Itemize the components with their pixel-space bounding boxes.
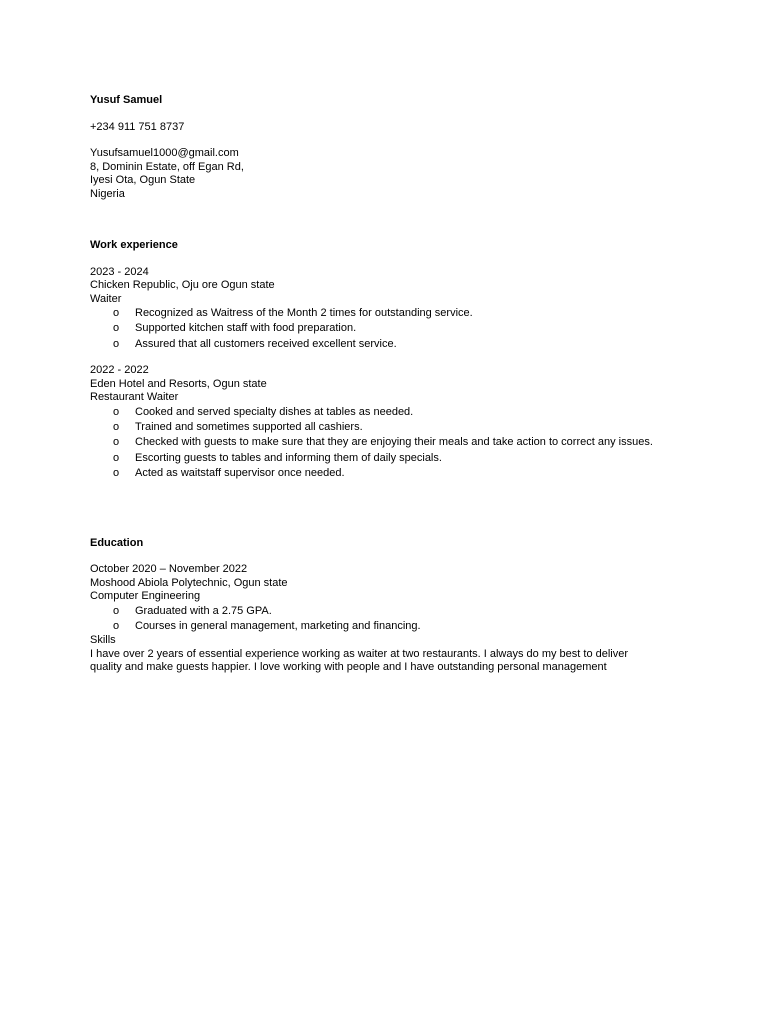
job-entry: [90, 266, 768, 353]
bullet-marker: o: [113, 436, 120, 449]
job-title: Waiter: [90, 292, 122, 305]
education-details-list: [90, 604, 768, 635]
bullet-marker: o: [113, 620, 120, 633]
work-experience-heading: Work experience: [90, 239, 178, 251]
job-dates: 2023 - 2024: [90, 265, 149, 278]
education-dates: October 2020 – November 2022: [90, 563, 248, 576]
education-course: Computer Engineering: [90, 590, 201, 603]
job-title: Restaurant Waiter: [90, 391, 179, 404]
list-item: [90, 619, 768, 634]
list-item: [90, 604, 768, 619]
education-school: Moshood Abiola Polytechnic, Ogun state: [90, 576, 288, 589]
duty-text: Assured that all customers received excellent service.: [135, 337, 397, 350]
job-duties-list: [90, 405, 768, 482]
bullet-marker: o: [113, 604, 120, 617]
bullet-marker: o: [113, 307, 120, 319]
job-duties-list: [90, 306, 768, 352]
list-item: [90, 466, 768, 481]
list-item: [90, 435, 768, 450]
duty-text: Acted as waitstaff supervisor once needed.: [135, 467, 345, 480]
education-entry: [90, 563, 768, 634]
education-detail-text: Courses in general management, marketing and financing.: [135, 620, 421, 633]
duty-text: Cooked and served specialty dishes at tables as needed.: [135, 405, 414, 418]
bullet-marker: o: [113, 322, 120, 335]
phone-number: +234 911 751 8737: [90, 120, 185, 133]
job-dates: 2022 - 2022: [90, 364, 149, 377]
duty-text: Checked with guests to make sure that they are enjoying their meals and take action to correct any issues.: [135, 436, 653, 449]
education-heading: Education: [90, 536, 144, 549]
email-address: Yusufsamuel1000@gmail.com: [90, 147, 239, 159]
duty-text: Trained and sometimes supported all cashiers.: [135, 421, 363, 434]
bullet-marker: o: [113, 405, 120, 418]
list-item: [90, 321, 768, 336]
job-employer: Chicken Republic, Oju ore Ogun state: [90, 279, 275, 291]
job-entry: [90, 364, 768, 481]
address-line-2: Iyesi Ota, Ogun State: [90, 174, 196, 186]
list-item: [90, 420, 768, 435]
list-item: [90, 337, 768, 352]
duty-text: Supported kitchen staff with food preparation.: [135, 322, 357, 335]
list-item: [90, 405, 768, 420]
education-detail-text: Graduated with a 2.75 GPA.: [135, 604, 272, 617]
candidate-name: Yusuf Samuel: [90, 94, 163, 106]
job-employer: Eden Hotel and Resorts, Ogun state: [90, 377, 267, 390]
list-item: [90, 451, 768, 466]
duty-text: Escorting guests to tables and informing them of daily specials.: [135, 451, 442, 464]
duty-text: Recognized as Waitress of the Month 2 times for outstanding service.: [135, 307, 473, 319]
list-item: [90, 306, 768, 321]
bullet-marker: o: [113, 421, 120, 434]
country: Nigeria: [90, 187, 125, 200]
bullet-marker: o: [113, 467, 120, 480]
bullet-marker: o: [113, 337, 120, 350]
skills-paragraph: I have over 2 years of essential experience working as waiter at two restaurants. I always do my best to deliver quality and make guests happier. I love working with people and I have outstanding personal management: [90, 647, 629, 674]
address-line-1: 8, Dominin Estate, off Egan Rd,: [90, 160, 244, 173]
bullet-marker: o: [113, 451, 120, 464]
skills-heading: Skills: [90, 634, 116, 647]
